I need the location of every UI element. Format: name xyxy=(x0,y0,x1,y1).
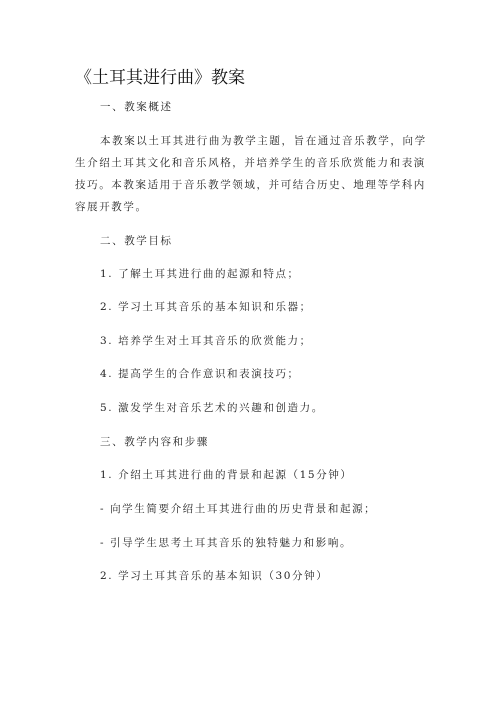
section-heading-goals: 二、教学目标 xyxy=(100,235,173,247)
list-item: 5. 激发学生对音乐艺术的兴趣和创造力。 xyxy=(100,402,324,414)
step-bullet: - 引导学生思考土耳其音乐的独特魅力和影响。 xyxy=(100,537,353,549)
paragraph-line: 技巧。本教案适用于音乐教学领域，并可结合历史、地理等学科内 xyxy=(75,179,426,191)
paragraph-line: 生介绍土耳其文化和音乐风格，并培养学生的音乐欣赏能力和表演 xyxy=(75,157,426,169)
list-item: 2. 学习土耳其音乐的基本知识和乐器； xyxy=(100,301,312,313)
document-title: 《土耳其进行曲》教案 xyxy=(75,68,245,88)
step-bullet: - 向学生简要介绍土耳其进行曲的历史背景和起源； xyxy=(100,503,377,515)
section-heading-content: 三、教学内容和步骤 xyxy=(100,436,209,448)
paragraph-line: 容展开教学。 xyxy=(75,201,148,213)
section-heading-overview: 一、教案概述 xyxy=(100,101,173,113)
list-item: 4. 提高学生的合作意识和表演技巧； xyxy=(100,368,300,380)
list-item: 1. 了解土耳其进行曲的起源和特点； xyxy=(100,268,300,280)
list-item: 3. 培养学生对土耳其音乐的欣赏能力； xyxy=(100,335,312,347)
paragraph-line: 本教案以土耳其进行曲为教学主题，旨在通过音乐教学，向学 xyxy=(100,135,427,147)
step-title: 2. 学习土耳其音乐的基本知识（30分钟） xyxy=(100,570,329,582)
step-title: 1. 介绍土耳其进行曲的背景和起源（15分钟） xyxy=(100,469,353,481)
